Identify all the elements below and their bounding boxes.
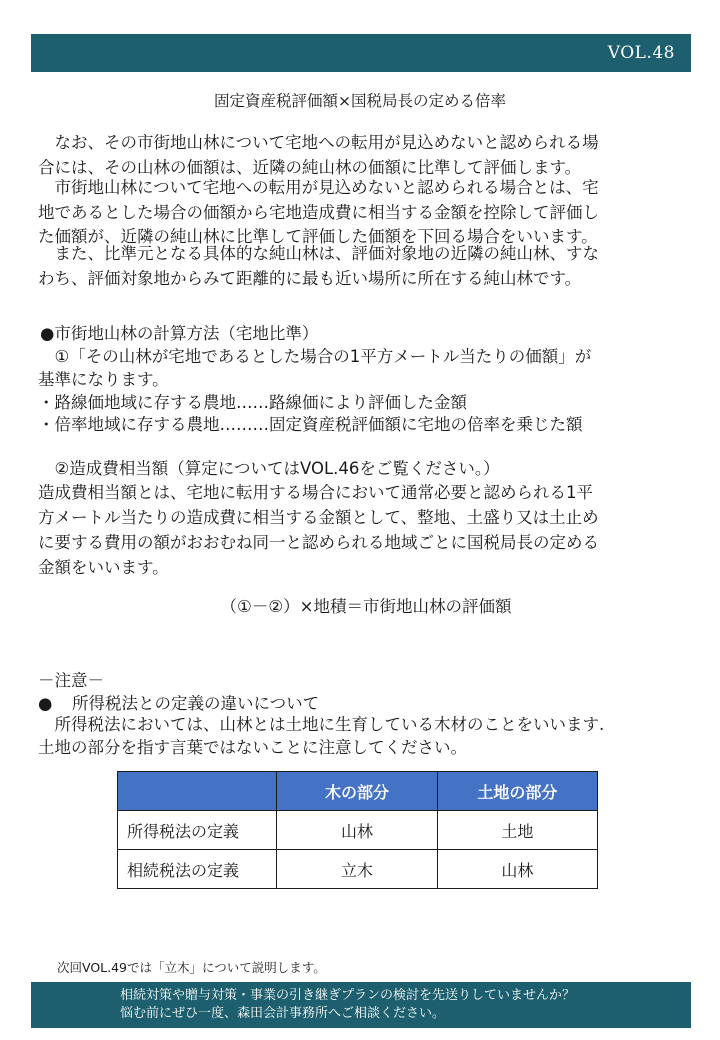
cell-tree: 立木 xyxy=(277,850,437,889)
calc-bullet-bairitsu: ・倍率地域に存する農地………固定資産税評価額に宅地の倍率を乗じた額 xyxy=(38,415,583,434)
footer-bar xyxy=(31,982,691,1028)
note-bullet xyxy=(38,690,319,714)
calc-bullet-rosenka: ・路線価地域に存する農地……路線価により評価した金額 xyxy=(38,393,467,412)
note-title: －注意－ xyxy=(38,671,104,690)
valuation-formula: （①－②）×地積＝市街地山林の評価額 xyxy=(220,597,512,616)
bullet-icon: ● xyxy=(38,694,53,713)
calc-item-2-heading: ②造成費相当額（算定についてはVOL.46をご覧ください。） xyxy=(38,459,500,478)
row-label: 所得税法の定義 xyxy=(118,811,277,850)
calc-item-1: ①「その山林が宅地であるとした場合の1平方メートル当たりの価額」が 基準になります。 xyxy=(38,347,592,389)
next-issue-notice: 次回VOL.49では「立木」について説明します。 xyxy=(57,960,326,975)
note-bullet-text: 所得税法との定義の違いについて xyxy=(72,694,320,713)
definition-table xyxy=(117,771,598,889)
calc-item-2-body: 造成費相当額とは、宅地に転用する場合において通常必要と認められる1平 方メートル当たりの造成費に相当する金額として、整地、土盛り又は土止め に要する費用の額がおおむね同一と認められる地域ごとに国税局長の定める 金額をいいます。 xyxy=(38,483,599,577)
subtitle: 固定資産税評価額×国税局長の定める倍率 xyxy=(214,92,506,110)
row-label: 相続税法の定義 xyxy=(118,850,277,889)
calc-method-heading: ●市街地山林の計算方法（宅地比準） xyxy=(40,324,319,343)
intro-paragraph-3: また、比準元となる具体的な純山林は、評価対象地の近隣の純山林、すな わち、評価対象地からみて距離的に最も近い場所に所在する純山林です。 xyxy=(38,244,599,288)
footer-line-2: 悩む前にぜひ一度、森田会計事務所へご相談ください。 xyxy=(120,1006,446,1021)
table-header-row xyxy=(118,772,598,811)
table-header-tree: 木の部分 xyxy=(277,772,437,811)
footer-line-1: 相続対策や贈与対策・事業の引き継ぎプランの検討を先送りしていませんか？ xyxy=(120,988,576,1003)
table-header-land: 土地の部分 xyxy=(437,772,597,811)
table-header-blank xyxy=(118,772,277,811)
note-body: 所得税法においては、山林とは土地に生育している木材のことをいいます. 土地の部分を指す言葉ではないことに注意してください。 xyxy=(38,715,605,757)
volume-label: VOL.48 xyxy=(607,43,675,63)
cell-tree: 山林 xyxy=(277,811,437,850)
cell-land: 土地 xyxy=(437,811,597,850)
intro-paragraph-2: 市街地山林について宅地への転用が見込めないと認められる場合とは、宅 地であるとした場合の価額から宅地造成費に相当する金額を控除して評価し た価額が、近隣の純山林に比準して評価した価額を下回る場合をいいます。 xyxy=(38,178,599,246)
header-bar xyxy=(31,34,691,72)
cell-land: 山林 xyxy=(437,850,597,889)
table-row xyxy=(118,850,598,889)
intro-paragraph-1: なお、その市街地山林について宅地への転用が見込めないと認められる場 合には、その山林の価額は、近隣の純山林の価額に比準して評価します。 xyxy=(38,133,599,177)
table-row xyxy=(118,811,598,850)
